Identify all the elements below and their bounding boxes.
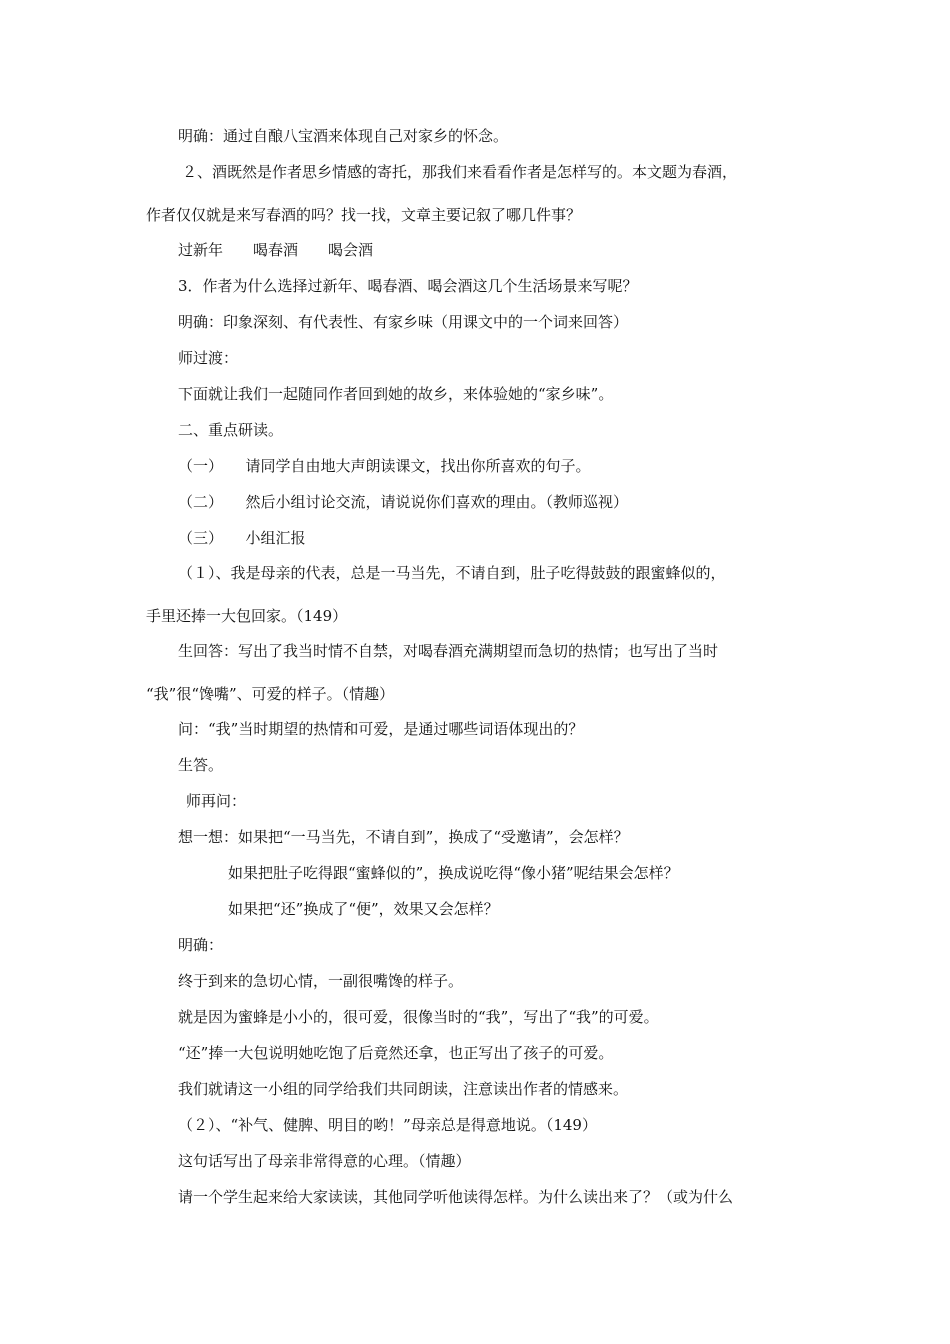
text-line: 明确： xyxy=(178,936,224,954)
text-line: 问：“我”当时期望的热情和可爱，是通过哪些词语体现出的？ xyxy=(178,720,584,738)
text-line: 明确：通过自酿八宝酒来体现自己对家乡的怀念。 xyxy=(178,127,509,145)
text-line: “我”很“馋嘴”、可爱的样子。（情趣） xyxy=(146,685,395,703)
text-line: 我们就请这一小组的同学给我们共同朗读，注意读出作者的情感来。 xyxy=(178,1080,629,1098)
text-line: 如果把肚子吃得跟“蜜蜂似的”，换成说吃得“像小猪”呢结果会怎样？ xyxy=(228,864,679,882)
text-line: （１）、我是母亲的代表，总是一马当先，不请自到，肚子吃得鼓鼓的跟蜜蜂似的， xyxy=(178,564,726,582)
text-line: ２、酒既然是作者思乡情感的寄托，那我们来看看作者是怎样写的。本文题为春酒， xyxy=(182,163,738,181)
text-line: 就是因为蜜蜂是小小的，很可爱，很像当时的“我”，写出了“我”的可爱。 xyxy=(178,1008,659,1026)
text-line: 明确：印象深刻、有代表性、有家乡味（用课文中的一个词来回答） xyxy=(178,313,629,331)
text-line: 师再问： xyxy=(186,792,247,810)
text-line: 过新年 喝春酒 喝会酒 xyxy=(178,241,374,259)
text-line: 师过渡： xyxy=(178,349,239,367)
text-line: 想一想：如果把“一马当先，不请自到”，换成了“受邀请”，会怎样？ xyxy=(178,828,629,846)
text-line: 手里还捧一大包回家。（149） xyxy=(146,607,348,625)
text-line: 下面就让我们一起随同作者回到她的故乡，来体验她的“家乡味”。 xyxy=(178,385,614,403)
text-line: 生答。 xyxy=(178,756,224,774)
text-line: 请一个学生起来给大家读读，其他同学听他读得怎样。为什么读出来了？（或为什么 xyxy=(178,1188,734,1206)
text-line: 3．作者为什么选择过新年、喝春酒、喝会酒这几个生活场景来写呢？ xyxy=(178,277,638,295)
text-line: 作者仅仅就是来写春酒的吗？找一找，文章主要记叙了哪几件事？ xyxy=(146,206,582,224)
text-line: 生回答：写出了我当时情不自禁，对喝春酒充满期望而急切的热情；也写出了当时 xyxy=(178,642,719,660)
text-line: （三） 小组汇报 xyxy=(178,529,306,547)
text-line: “还”捧一大包说明她吃饱了后竟然还拿，也正写出了孩子的可爱。 xyxy=(178,1044,614,1062)
text-line: （二） 然后小组讨论交流，请说说你们喜欢的理由。（教师巡视） xyxy=(178,493,629,511)
text-line: （一） 请同学自由地大声朗读课文，找出你所喜欢的句子。 xyxy=(178,457,591,475)
text-line: （２）、“补气、健脾、明目的哟！”母亲总是得意地说。（149） xyxy=(178,1116,597,1134)
text-line: 终于到来的急切心情，一副很嘴馋的样子。 xyxy=(178,972,464,990)
text-line: 二、重点研读。 xyxy=(178,421,284,439)
text-line: 这句话写出了母亲非常得意的心理。（情趣） xyxy=(178,1152,471,1170)
text-line: 如果把“还”换成了“便”，效果又会怎样？ xyxy=(228,900,499,918)
